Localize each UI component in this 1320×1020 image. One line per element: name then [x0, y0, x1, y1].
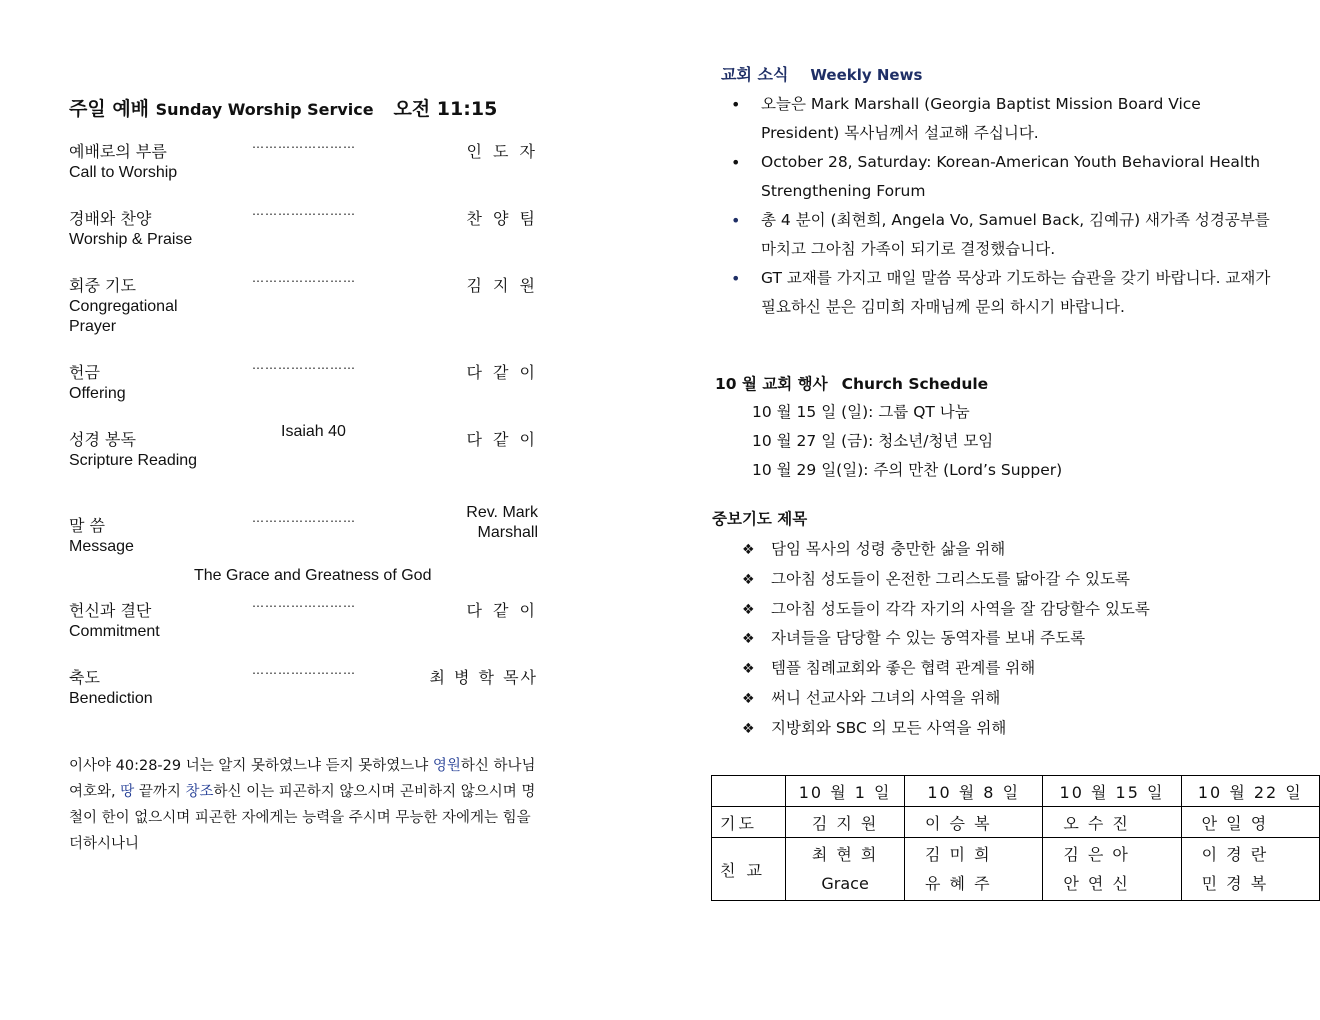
prayer-item-text: 그아침 성도들이 각각 자기의 사역을 잘 감당할수 있도록	[771, 599, 1150, 618]
item-english: Commitment	[69, 623, 160, 640]
prayer-item	[742, 714, 1150, 744]
prayer-item-text: 써니 선교사와 그녀의 사역을 위해	[771, 688, 1001, 707]
news-item	[731, 206, 1271, 264]
title-english: Sunday Worship Service	[155, 100, 374, 119]
diamond-bullet-icon: ❖	[742, 542, 755, 558]
item-korean: 회중 기도	[69, 276, 136, 295]
verse-highlight: 창조	[185, 784, 214, 800]
item-english: Benediction	[69, 690, 153, 707]
date-header: 10 월 8 일	[905, 776, 1043, 807]
prayer-item-text: 템플 침례교회와 좋은 협력 관계를 위해	[771, 659, 1036, 678]
table-cell: 안 일 영	[1181, 807, 1319, 838]
row-label: 친 교	[712, 838, 786, 901]
leader-dots: ……………………	[252, 271, 356, 285]
item-leader: 다 같 이	[466, 601, 538, 620]
date-header: 10 월 1 일	[786, 776, 905, 807]
news-heading-english: Weekly News	[810, 66, 923, 84]
table-cell	[1181, 838, 1319, 901]
leader-dots: ……………………	[252, 137, 356, 151]
cell-line: 김 미 희	[925, 845, 992, 864]
verse-highlight: 영원	[432, 758, 461, 774]
cell-line: Grace	[821, 874, 869, 893]
duty-roster-table	[711, 775, 1320, 901]
table-row	[712, 838, 1320, 901]
prayer-item	[742, 684, 1150, 714]
verse-text: 끝까지	[134, 784, 186, 800]
item-korean: 헌신과 결단	[69, 601, 152, 620]
item-english: Message	[69, 538, 134, 555]
cell-line: 이 경 란	[1201, 845, 1269, 864]
table-cell: 김 지 원	[786, 807, 905, 838]
item-english: Congregational Prayer	[69, 298, 178, 335]
leader-dots: ……………………	[252, 596, 356, 610]
bullet-icon: •	[731, 153, 741, 172]
verse-text: 너는 알지 못하였느냐 듣지 못하였느냐	[181, 758, 433, 774]
item-english: Offering	[69, 385, 126, 402]
schedule-heading	[715, 372, 988, 394]
table-cell	[1043, 838, 1181, 901]
prayer-item	[742, 654, 1150, 684]
item-leader: 김 지 원	[466, 276, 538, 295]
schedule-heading-english: Church Schedule	[841, 375, 989, 393]
leader-dots: ……………………	[252, 204, 356, 218]
item-english: Call to Worship	[69, 164, 178, 181]
cell-line: 유 혜 주	[925, 874, 992, 893]
schedule-item: 10 월 27 일 (금): 청소년/청년 모임	[752, 432, 994, 450]
page-title	[69, 94, 497, 121]
cell-line: 안 연 신	[1063, 874, 1130, 893]
leader-dots: ……………………	[252, 663, 356, 677]
prayer-heading: 중보기도 제목	[712, 510, 808, 528]
news-item-text: GT 교재를 가지고 매일 말씀 묵상과 기도하는 습관을 갖기 바랍니다. 교재가 필요하신 분은 김미희 자매님께 문의 하시기 바랍니다.	[761, 269, 1271, 316]
news-list	[731, 90, 1271, 322]
item-leader: 다 같 이	[466, 363, 538, 382]
item-leader: Rev. Mark Marshall	[466, 504, 538, 541]
schedule-item: 10 월 15 일 (일): 그룹 QT 나눔	[752, 403, 970, 421]
date-header: 10 월 22 일	[1181, 776, 1319, 807]
table-header-row	[712, 776, 1320, 807]
verse-highlight: 땅	[120, 784, 135, 800]
title-korean: 주일 예배	[69, 98, 150, 120]
news-item	[731, 148, 1271, 206]
diamond-bullet-icon: ❖	[742, 601, 755, 618]
item-leader: 최 병 학 목사	[429, 668, 538, 687]
sermon-title: The Grace and Greatness of God	[194, 567, 432, 584]
news-item	[731, 90, 1271, 148]
news-item	[731, 264, 1271, 322]
diamond-bullet-icon: ❖	[742, 690, 755, 707]
news-item-text: 오늘은 Mark Marshall (Georgia Baptist Mission Board Vice President) 목사님께서 설교해 주십니다.	[761, 95, 1201, 142]
bullet-icon: •	[731, 95, 741, 114]
scripture-verse	[69, 753, 549, 857]
prayer-item-text: 그아침 성도들이 온전한 그리스도를 닮아갈 수 있도록	[771, 569, 1130, 588]
scripture-reference: Isaiah 40	[281, 423, 346, 440]
news-item-text: 총 4 분이 (최현희, Angela Vo, Samuel Back, 김예규) 새가족 성경공부를 마치고 그아침 가족이 되기로 결정했습니다.	[761, 211, 1270, 258]
leader-dots: ……………………	[252, 358, 356, 372]
item-english: Scripture Reading	[69, 452, 198, 469]
bullet-icon: •	[731, 269, 741, 288]
table-corner-cell	[712, 776, 786, 807]
diamond-bullet-icon: ❖	[742, 661, 755, 678]
news-item-text: October 28, Saturday: Korean-American Youth Behavioral Health Strengthening Forum	[761, 153, 1261, 200]
prayer-item	[742, 565, 1150, 595]
cell-line: 민 경 복	[1201, 874, 1269, 893]
prayer-item-text: 담임 목사의 성령 충만한 삶을 위해	[771, 540, 1006, 558]
item-korean: 성경 봉독	[69, 430, 136, 449]
leader-dots: ……………………	[252, 511, 356, 525]
table-row	[712, 807, 1320, 838]
item-korean: 경배와 찬양	[69, 209, 152, 228]
bullet-icon: •	[731, 211, 741, 230]
row-label: 기도	[712, 807, 786, 838]
prayer-item	[742, 595, 1150, 625]
schedule-heading-korean: 10 월 교회 행사	[715, 375, 828, 393]
item-korean: 말 씀	[69, 516, 105, 535]
item-english: Worship & Praise	[69, 231, 193, 248]
diamond-bullet-icon: ❖	[742, 631, 755, 648]
item-leader: 다 같 이	[466, 430, 538, 449]
diamond-bullet-icon: ❖	[742, 571, 755, 588]
table-cell: 오 수 진	[1043, 807, 1181, 838]
item-korean: 헌금	[69, 363, 100, 382]
verse-text: 하신 하나님 여호와,	[69, 758, 536, 800]
diamond-bullet-icon: ❖	[742, 720, 755, 737]
date-header: 10 월 15 일	[1043, 776, 1181, 807]
table-cell: 이 승 복	[905, 807, 1043, 838]
table-cell	[786, 838, 905, 901]
table-cell	[905, 838, 1043, 901]
prayer-item	[742, 624, 1150, 654]
item-korean: 축도	[69, 668, 100, 687]
item-leader: 찬 양 팀	[466, 209, 538, 228]
item-leader: 인 도 자	[466, 142, 538, 161]
cell-line: 김 은 아	[1063, 845, 1130, 864]
schedule-list	[752, 398, 1062, 485]
news-heading	[721, 62, 922, 85]
prayer-list	[742, 535, 1150, 744]
schedule-item: 10 월 29 일(일): 주의 만찬 (Lord’s Supper)	[752, 461, 1063, 479]
verse-text: 하신 이는 피곤하지 않으시며 곤비하지 않으시며 명철이 한이 없으시며 피곤한 자에게는 능력을 주시며 무능한 자에게는 힘을 더하시나니	[69, 784, 536, 852]
prayer-item-text: 지방회와 SBC 의 모든 사역을 위해	[771, 718, 1007, 737]
prayer-item-text: 자녀들을 담당할 수 있는 동역자를 보내 주도록	[771, 629, 1086, 648]
verse-reference: 이사야 40:28-29	[69, 758, 182, 774]
title-time: 오전 11:15	[393, 98, 498, 120]
item-korean: 예배로의 부름	[69, 142, 167, 161]
prayer-item	[742, 535, 1150, 565]
news-heading-korean: 교회 소식	[721, 65, 789, 84]
cell-line: 최 현 희	[811, 845, 879, 864]
